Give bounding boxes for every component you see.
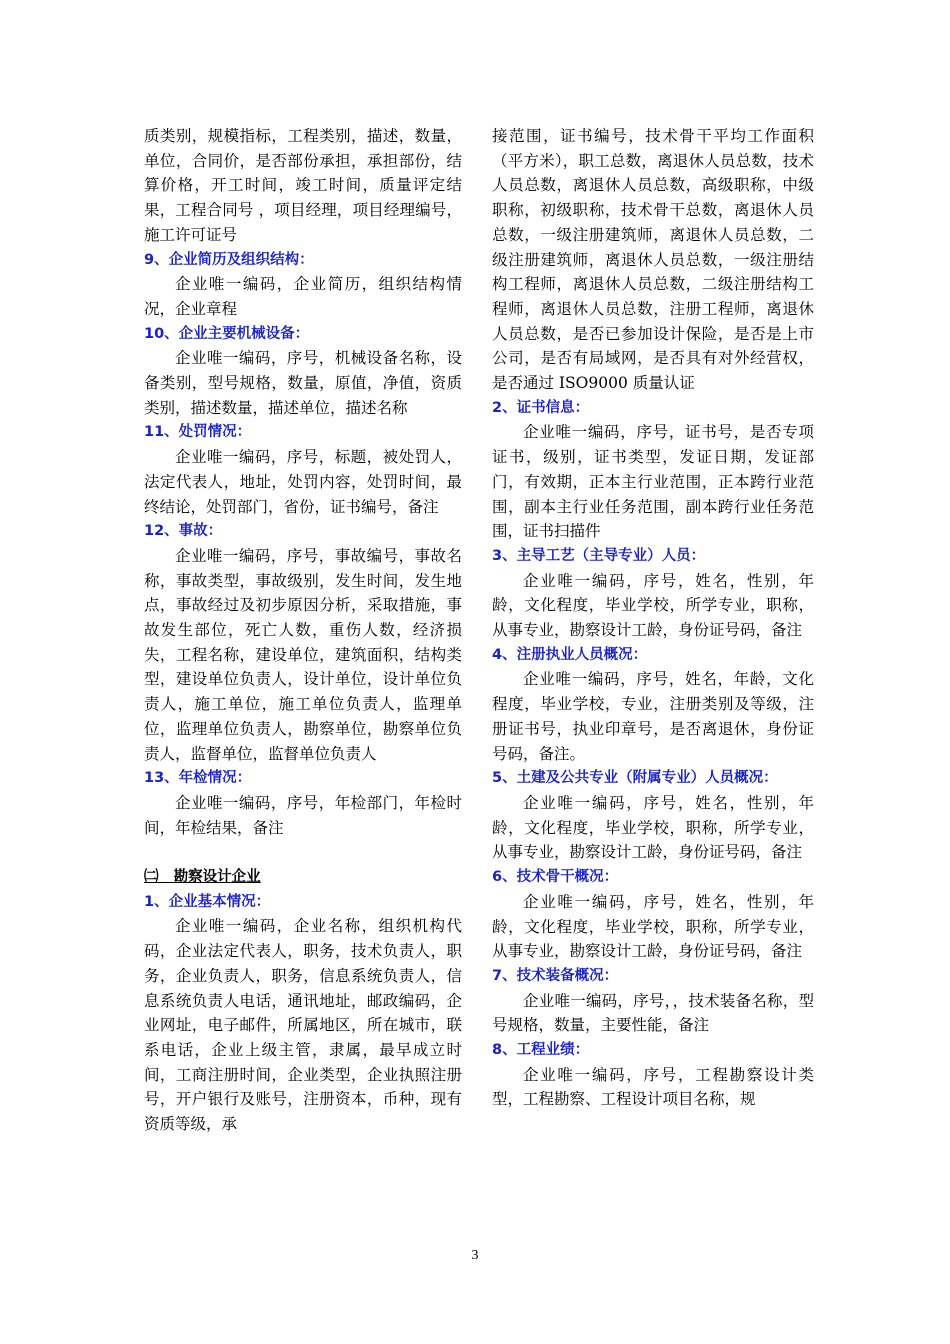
section-b7-body: 企业唯一编码，序号，，技术装备名称，型号规格，数量，主要性能，备注 xyxy=(492,991,814,1035)
page-number: 3 xyxy=(471,1248,479,1263)
section-12-body: 企业唯一编码，序号，事故编号，事故名称，事故类型，事故级别，发生时间，发生地点，事故经过及初步原因分析，采取措施，事故发生部位，死亡人数，重伤人数，经济损失，工程名称，建设单位，建筑面积，结构类型，建设单位负责人，设计单位，设计单位负责人，施工单位，施工单位负责人，监理单位，监理单位负责人，勘察单位，勘察单位负责人，监督单位，监督单位负责人 xyxy=(144,546,462,763)
section-13-heading: 13、年检情况： xyxy=(144,770,252,787)
right-column xyxy=(492,124,814,1112)
section-11-heading: 11、处罚情况： xyxy=(144,424,252,441)
section-b7-heading: 7、技术装备概况： xyxy=(492,967,619,984)
section-10-body: 企业唯一编码，序号，机械设备名称，设备类别，型号规格，数量，原值，净值，资质类别，描述数量，描述单位，描述名称 xyxy=(144,349,462,417)
section-b1-heading: 1、企业基本情况： xyxy=(144,893,271,910)
intro-continuation: 质类别，规模指标，工程类别，描述，数量，单位，合同价，是否部份承担，承担部份，结算价格，开工时间，竣工时间，质量评定结果，工程合同号 ，项目经理，项目经理编号，施工许可证号 xyxy=(144,127,462,244)
section-b8-heading: 8、工程业绩： xyxy=(492,1042,590,1059)
section-13-body: 企业唯一编码，序号，年检部门，年检时间，年检结果，备注 xyxy=(144,793,462,837)
section-b6-body: 企业唯一编码，序号，姓名，性别，年龄，文化程度，毕业学校，职称，所学专业，从事专业，勘察设计工龄，身份证号码，备注 xyxy=(492,892,814,961)
section-b3-body: 企业唯一编码，序号，姓名，性别，年龄，文化程度，毕业学校，所学专业，职称，从事专业，勘察设计工龄，身份证号码，备注 xyxy=(492,571,814,640)
section-b5-body: 企业唯一编码，序号，姓名，性别，年龄，文化程度，毕业学校，职称，所学专业，从事专业，勘察设计工龄，身份证号码，备注 xyxy=(492,793,814,862)
section-10-heading: 10、企业主要机械设备： xyxy=(144,325,310,342)
section-12-heading: 12、事故： xyxy=(144,523,223,540)
section-b5-heading: 5、土建及公共专业（附属专业）人员概况： xyxy=(492,770,778,787)
subsection-title xyxy=(144,865,462,890)
section-11-body: 企业唯一编码，序号，标题，被处罚人，法定代表人，地址，处罚内容，处罚时间，最终结论，处罚部门，省份，证书编号，备注 xyxy=(144,448,462,516)
section-9-body: 企业唯一编码，企业简历，组织结构情况，企业章程 xyxy=(144,275,462,318)
section-b6-heading: 6、技术骨干概况： xyxy=(492,869,619,886)
section-b4-body: 企业唯一编码，序号，姓名，年龄，文化程度，毕业学校，专业，注册类别及等级，注册证书号，执业印章号，是否离退休，身份证号码，备注。 xyxy=(492,670,814,763)
subsection-marker: ㈡ xyxy=(144,869,159,886)
section-b1-continuation: 接范围，证书编号，技术骨干平均工作面积（平方米），职工总数，离退休人员总数，技术人员总数，离退休人员总数，高级职称，中级职称，初级职称，技术骨干总数，离退休人员总数，一级注册建筑师，离退休人员总数，二级注册建筑师，离退休人员总数，一级注册结构工程师，离退休人员总数，二级注册结构工程师，离退休人员总数，注册工程师，离退休人员总数，是否已参加设计保险，是否是上市公司，是否有局域网，是否具有对外经营权，是否通过 ISO9000 质量认证 xyxy=(492,127,814,393)
section-9-heading: 9、企业简历及组织结构： xyxy=(144,251,314,268)
section-b4-heading: 4、注册执业人员概况： xyxy=(492,646,648,663)
section-b1-body: 企业唯一编码，企业名称，组织机构代码，企业法定代表人，职务，技术负责人，职务，企业负责人，职务，信息系统负责人，信息系统负责人电话，通讯地址，邮政编码，企业网址，电子邮件，所属地区，所在城市，联系电话，企业上级主管，隶属，最早成立时间，工商注册时间，企业类型，企业执照注册号，开户银行及账号，注册资本，币种，现有资质等级，承 xyxy=(144,917,462,1134)
section-b8-body: 企业唯一编码，序号，工程勘察设计类型，工程勘察、工程设计项目名称，规 xyxy=(492,1065,814,1109)
section-b3-heading: 3、主导工艺（主导专业）人员： xyxy=(492,547,706,564)
section-b2-body: 企业唯一编码，序号，证书号，是否专项证书，级别，证书类型，发证日期，发证部门，有效期，正本主行业范围，正本跨行业范围，副本主行业任务范围，副本跨行业任务范围，证书扫描件 xyxy=(492,423,814,541)
subsection-title-text: 勘察设计企业 xyxy=(173,869,261,886)
section-b2-heading: 2、证书信息： xyxy=(492,399,590,416)
left-column xyxy=(144,124,462,1137)
